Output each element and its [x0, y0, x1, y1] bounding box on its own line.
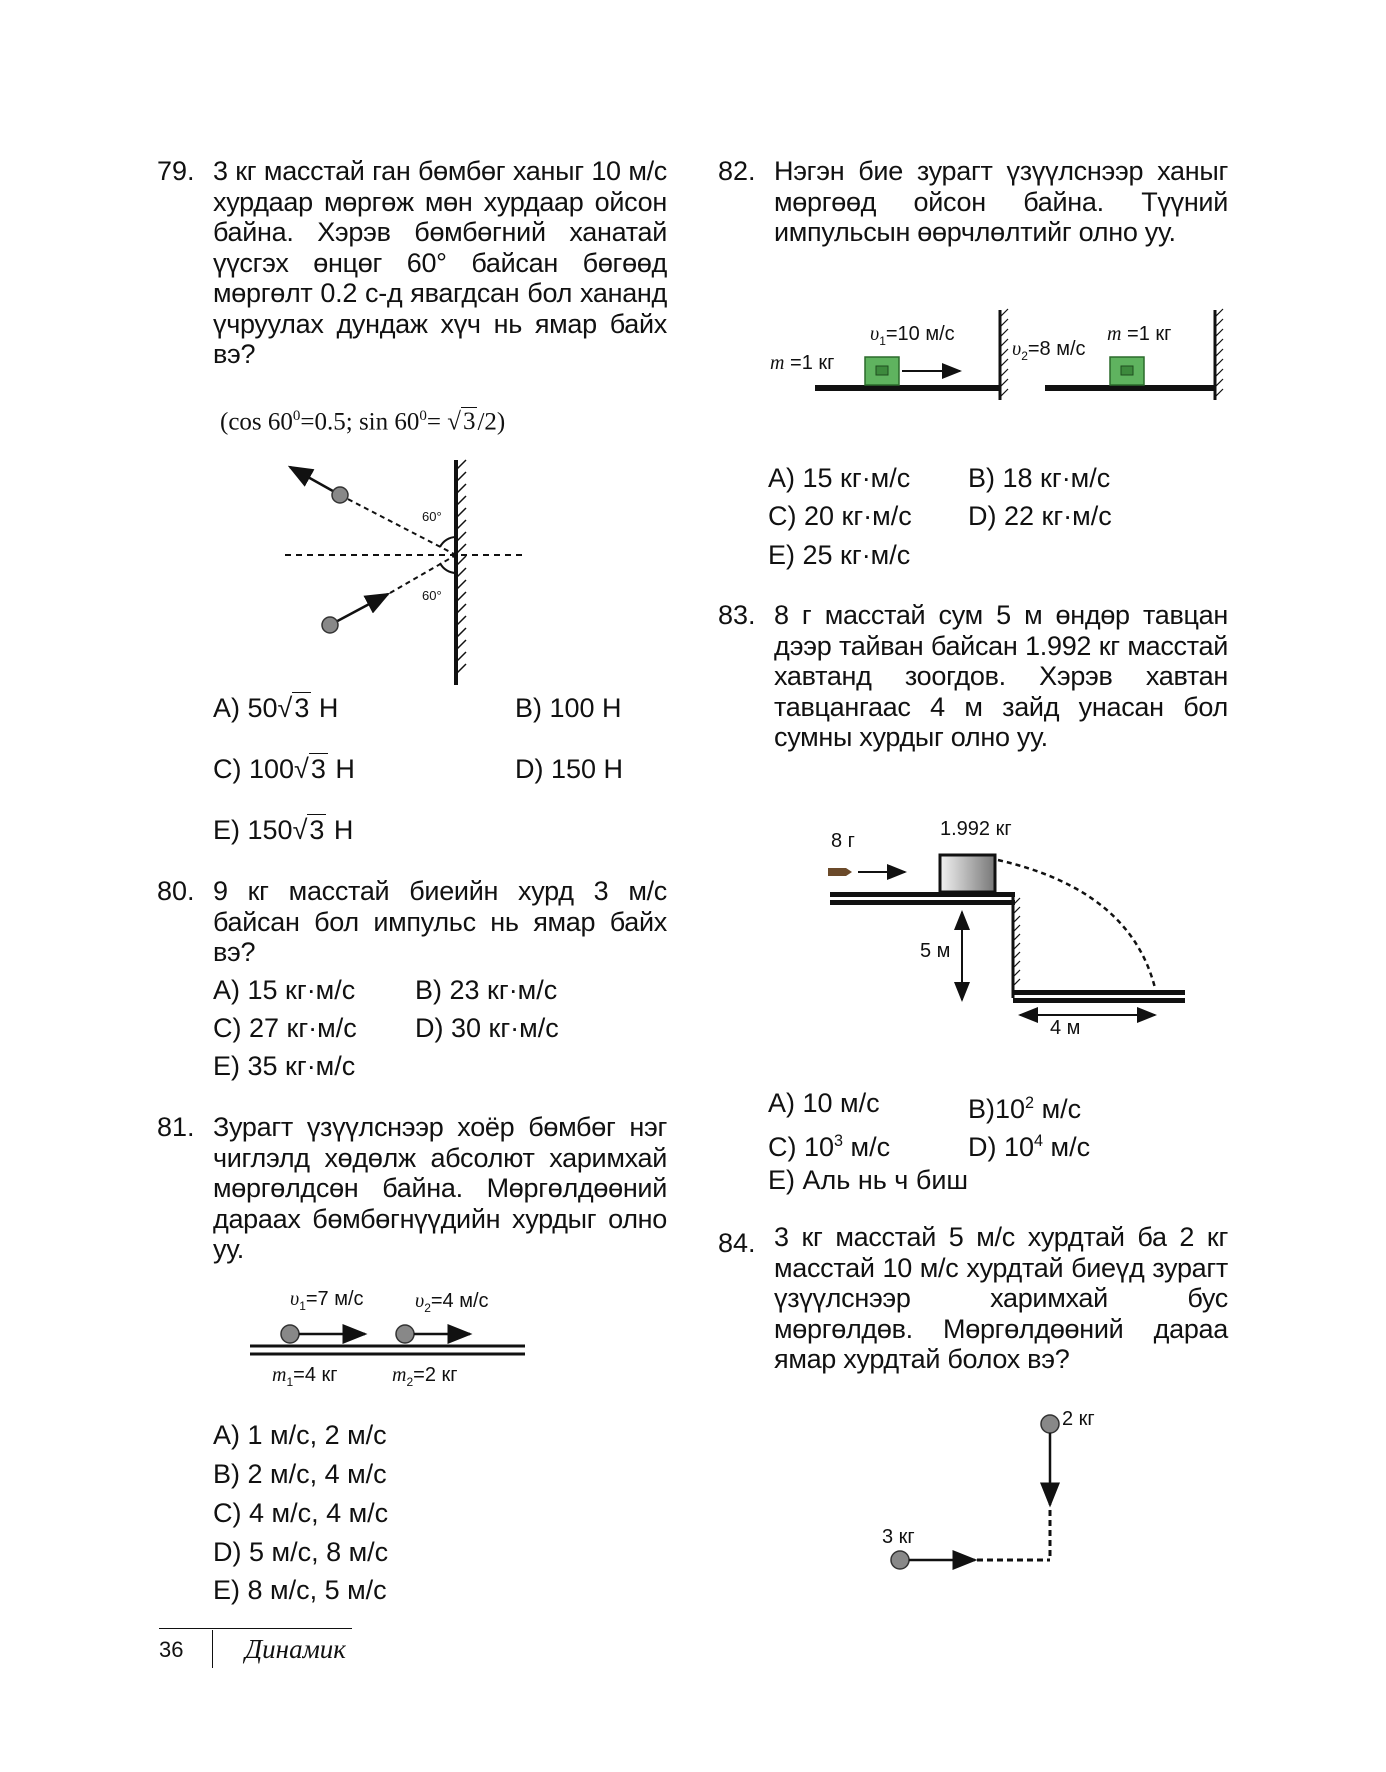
- q81-option-e[interactable]: E) 8 м/с, 5 м/с: [213, 1575, 387, 1605]
- q82-option-b[interactable]: B) 18 кг·м/с: [968, 463, 1111, 493]
- footer-divider: [212, 1630, 213, 1668]
- question-number: 79.: [157, 156, 195, 186]
- q80-option-a[interactable]: A) 15 кг·м/с: [213, 975, 356, 1005]
- q79-option-d[interactable]: D) 150 Н: [515, 754, 624, 784]
- q82-option-e[interactable]: E) 25 кг·м/с: [768, 540, 911, 570]
- question-number: 80.: [157, 876, 195, 906]
- question-83: [718, 600, 1228, 753]
- q81-option-b[interactable]: B) 2 м/с, 4 м/с: [213, 1459, 387, 1489]
- footer-line: [159, 1628, 352, 1629]
- angle-top-label: 60°: [422, 509, 442, 524]
- q79-formula: (cos $60^0=0.5$; $\sin 60^0= √3/2$): [220, 408, 506, 436]
- question-79: [157, 156, 667, 370]
- q79-option-e[interactable]: E) 150√3 Н: [213, 815, 354, 845]
- q83-bullet-label: 8 г: [831, 830, 855, 852]
- q81-collision-diagram: [250, 1310, 530, 1370]
- q81-v2-label: $\upsilon_2=4$ м/с: [415, 1290, 489, 1315]
- question-text: 3 кг масстай 5 м/с хурдтай ба 2 кг масстай 10 м/с хурдтай биеүд зурагт үзүүлснээр харимхай бус мөргөлдөв. Мөргөлдөөний дараа ямар хурдтай болох вэ?: [774, 1222, 1228, 1374]
- question-number: 82.: [718, 156, 756, 186]
- q82-m-left-label: m =1 кг: [770, 352, 835, 374]
- question-81: [157, 1112, 667, 1265]
- q80-option-e[interactable]: E) 35 кг·м/с: [213, 1051, 356, 1081]
- q82-option-a[interactable]: A) 15 кг·м/с: [768, 463, 911, 493]
- question-82: [718, 156, 1228, 248]
- question-80: [157, 876, 667, 968]
- question-text: 9 кг масстай биеийн хурд 3 м/с байсан бол импульс нь ямар байх вэ?: [213, 876, 667, 967]
- q82-option-d[interactable]: D) 22 кг·м/с: [968, 501, 1112, 531]
- question-84: [718, 1222, 1228, 1375]
- question-text: 3 кг масстай ган бөмбөг ханыг 10 м/с хурдаар мөргөж мөн хурдаар ойсон байна. Хэрэв бөмбөгний ханатай үүсгэх өнцөг 60° байсан бөгөөд мөргөлт 0.2 с-д явагдсан бол хананд үчруулах дундаж хүч нь ямар байх вэ?: [213, 156, 667, 369]
- q81-option-d[interactable]: D) 5 м/с, 8 м/с: [213, 1537, 389, 1567]
- q80-option-d[interactable]: D) 30 кг·м/с: [415, 1013, 559, 1043]
- q83-projectile-diagram: [820, 850, 1190, 1025]
- q83-option-a[interactable]: A) 10 м/с: [768, 1088, 880, 1118]
- question-number: 84.: [718, 1228, 756, 1258]
- q83-distance-label: 4 м: [1050, 1017, 1081, 1039]
- question-text: 8 г масстай сум 5 м өндөр тавцан дээр тайван байсан 1.992 кг масстай хавтанд зоогдов. Хэрэв хавтан тавцангаас 4 м зайд унасан бол сумны хурдыг олно уу.: [774, 600, 1228, 752]
- q82-option-c[interactable]: C) 20 кг·м/с: [768, 501, 912, 531]
- question-text: Нэгэн бие зурагт үзүүлснээр ханыг мөргөөд ойсон байна. Түүний импульсын өөрчлөлтийг олно уу.: [774, 156, 1228, 247]
- q82-v2-label: $\upsilon_2=8$ м/с: [1012, 338, 1086, 363]
- q81-m2-label: $m_2=2$ кг: [392, 1364, 458, 1389]
- q79-reflection-diagram: [280, 455, 540, 685]
- q84-2kg-label: 2 кг: [1062, 1408, 1095, 1430]
- question-text: Зурагт үзүүлснээр хоёр бөмбөг нэг чиглэлд хөдөлж абсолют харимхай мөргөлдсөн байна. Мөргөлдөөний дараах бөмбөгнүүдийн хурдыг олно уу.: [213, 1112, 667, 1264]
- q83-option-e[interactable]: E) Аль нь ч биш: [768, 1165, 969, 1195]
- q82-m-right-label: m =1 кг: [1107, 323, 1172, 345]
- q83-option-d[interactable]: D) $10^4$ м/с: [968, 1132, 1091, 1162]
- q80-option-b[interactable]: B) 23 кг·м/с: [415, 975, 558, 1005]
- section-title: Динамик: [245, 1634, 346, 1664]
- q83-height-label: 5 м: [920, 940, 951, 962]
- q80-option-c[interactable]: C) 27 кг·м/с: [213, 1013, 357, 1043]
- q83-option-b[interactable]: $B)10^2$ м/с: [968, 1094, 1082, 1124]
- q83-block-label: 1.992 кг: [940, 818, 1012, 840]
- q81-v1-label: $\upsilon_1=7$ м/с: [290, 1288, 364, 1313]
- page-number: 36: [159, 1637, 184, 1662]
- q84-3kg-label: 3 кг: [882, 1526, 915, 1548]
- question-number: 83.: [718, 600, 756, 630]
- q79-option-c[interactable]: C) 100√3 Н: [213, 754, 355, 784]
- q82-v1-label: $\upsilon_1=10$ м/с: [870, 323, 955, 348]
- q83-option-c[interactable]: C) $10^3$ м/с: [768, 1132, 891, 1162]
- q81-m1-label: $m_1=4$ кг: [272, 1364, 338, 1389]
- q79-option-a[interactable]: A) 50√3 Н: [213, 693, 339, 723]
- q81-option-a[interactable]: A) 1 м/с, 2 м/с: [213, 1420, 387, 1450]
- angle-bottom-label: 60°: [422, 588, 442, 603]
- q81-option-c[interactable]: C) 4 м/с, 4 м/с: [213, 1498, 389, 1528]
- q79-option-b[interactable]: B) 100 Н: [515, 693, 622, 723]
- question-number: 81.: [157, 1112, 195, 1142]
